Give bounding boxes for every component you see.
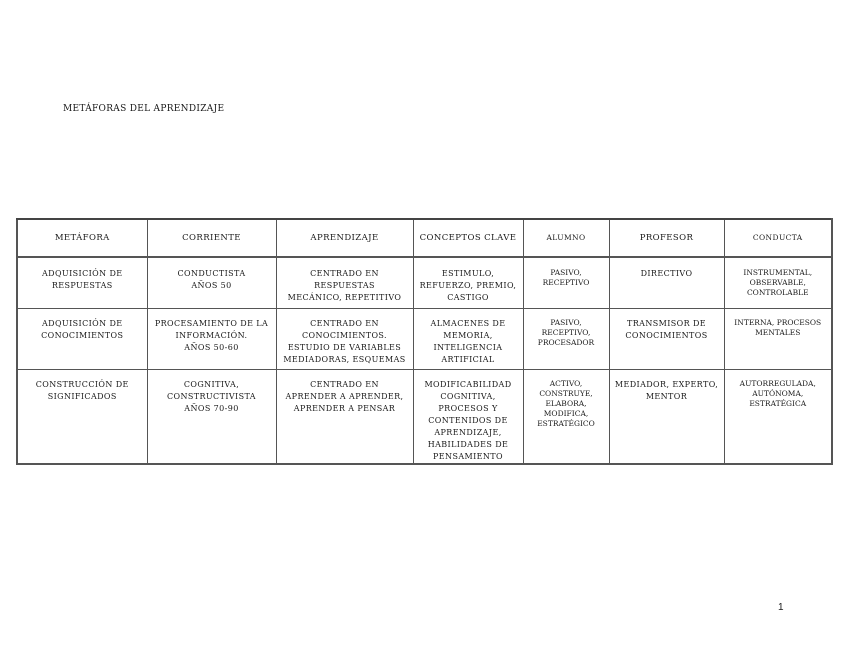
- cell-text-line: CONSTRUCCIÓN DE: [35, 380, 129, 389]
- cell-profesor: [609, 257, 724, 309]
- page-title: METÁFORAS DEL APRENDIZAJE: [63, 104, 225, 114]
- cell-text-line: PENSAMIENTO: [433, 452, 503, 461]
- cell-corriente: [147, 257, 276, 309]
- cell-text-line: CONOCIMIENTOS.: [302, 331, 387, 340]
- cell-text-line: AUTORREGULADA,: [739, 379, 816, 388]
- cell-alumno: [523, 370, 609, 465]
- table-row: [17, 257, 832, 309]
- cell-text-line: MEDIADORAS, ESQUEMAS: [283, 355, 406, 364]
- cell-metafora: [17, 370, 147, 465]
- cell-text-line: INTERNA, PROCESOS: [734, 318, 822, 327]
- cell-text-line: RESPUESTAS: [51, 281, 113, 290]
- cell-text-line: HABILIDADES DE: [427, 440, 509, 449]
- cell-text-line: CENTRADO EN: [310, 269, 379, 278]
- cell-text-line: PROCESAMIENTO DE LA: [154, 319, 269, 328]
- cell-conducta: [724, 309, 832, 370]
- cell-text-line: CONOCIMIENTOS: [41, 331, 124, 340]
- cell-aprendizaje: [276, 257, 413, 309]
- cell-text-line: SIGNIFICADOS: [47, 392, 117, 401]
- cell-text-line: ESTRATÉGICA: [749, 399, 807, 408]
- cell-alumno: [523, 309, 609, 370]
- cell-text-line: APRENDER A PENSAR: [293, 404, 396, 413]
- cell-text-line: CONTROLABLE: [746, 288, 809, 297]
- cell-text-line: COGNITIVA,: [440, 392, 496, 401]
- cell-profesor: [609, 370, 724, 465]
- header-aprendizaje: APRENDIZAJE: [276, 219, 413, 257]
- header-alumno: ALUMNO: [523, 219, 609, 257]
- table-row: [17, 370, 832, 465]
- cell-alumno: [523, 257, 609, 309]
- cell-conducta: [724, 257, 832, 309]
- header-corriente: CORRIENTE: [147, 219, 276, 257]
- cell-text-line: ELABORA,: [545, 399, 587, 408]
- cell-text-line: ADQUISICIÓN DE: [41, 269, 123, 278]
- cell-text-line: CONDUCTISTA: [177, 269, 246, 278]
- cell-text-line: PROCESADOR: [537, 338, 595, 347]
- header-conducta: CONDUCTA: [724, 219, 832, 257]
- cell-conceptos: [413, 370, 523, 465]
- cell-profesor: [609, 309, 724, 370]
- cell-text-line: RECEPTIVO: [542, 278, 590, 287]
- cell-text-line: INFORMACIÓN.: [175, 331, 248, 340]
- cell-text-line: PASIVO,: [550, 268, 582, 277]
- cell-text-line: AUTÓNOMA,: [752, 389, 804, 398]
- cell-aprendizaje: [276, 370, 413, 465]
- cell-conducta: [724, 370, 832, 465]
- cell-text-line: CASTIGO: [447, 293, 489, 302]
- cell-text-line: PASIVO,: [550, 318, 582, 327]
- cell-text-line: MENTALES: [755, 328, 801, 337]
- cell-text-line: AÑOS 50: [191, 281, 232, 290]
- cell-text-line: CONSTRUYE,: [539, 389, 593, 398]
- cell-text-line: PROCESOS Y: [438, 404, 498, 413]
- metaphors-table: [16, 218, 833, 465]
- header-metafora: METÁFORA: [17, 219, 147, 257]
- cell-text-line: AÑOS 70-90: [184, 404, 239, 413]
- cell-aprendizaje: [276, 309, 413, 370]
- cell-text-line: ESTUDIO DE VARIABLES: [287, 343, 402, 352]
- cell-text-line: INSTRUMENTAL,: [743, 268, 813, 277]
- cell-text-line: INTELIGENCIA: [433, 343, 503, 352]
- cell-text-line: RECEPTIVO,: [541, 328, 591, 337]
- cell-text-line: MECÁNICO, REPETITIVO: [287, 293, 402, 302]
- cell-text-line: COGNITIVA,: [183, 380, 240, 389]
- cell-text-line: ARTIFICIAL: [441, 355, 495, 364]
- header-conceptos-clave: CONCEPTOS CLAVE: [413, 219, 523, 257]
- header-profesor: PROFESOR: [609, 219, 724, 257]
- cell-text-line: MODIFICABILIDAD: [424, 380, 512, 389]
- page-number: 1: [778, 602, 784, 613]
- table-header-row: [17, 219, 832, 257]
- cell-text-line: OBSERVABLE,: [749, 278, 806, 287]
- cell-text-line: ACTIVO,: [549, 379, 583, 388]
- cell-text-line: DIRECTIVO: [640, 269, 693, 278]
- cell-text-line: AÑOS 50-60: [184, 343, 239, 352]
- cell-text-line: CENTRADO EN: [310, 319, 379, 328]
- cell-conceptos: [413, 309, 523, 370]
- cell-text-line: ESTRATÉGICO: [537, 419, 595, 428]
- cell-text-line: APRENDER A APRENDER,: [285, 392, 404, 401]
- cell-text-line: MODIFICA,: [543, 409, 589, 418]
- cell-text-line: ALMACENES DE: [430, 319, 506, 328]
- cell-text-line: CONOCIMIENTOS: [625, 331, 708, 340]
- cell-text-line: REFUERZO, PREMIO,: [419, 281, 517, 290]
- cell-text-line: ESTIMULO,: [441, 269, 495, 278]
- cell-text-line: CONTENIDOS DE: [428, 416, 508, 425]
- cell-text-line: MEDIADOR, EXPERTO,: [614, 380, 719, 389]
- cell-conceptos: [413, 257, 523, 309]
- cell-metafora: [17, 257, 147, 309]
- cell-corriente: [147, 370, 276, 465]
- cell-text-line: MENTOR: [645, 392, 688, 401]
- table-row: [17, 309, 832, 370]
- cell-metafora: [17, 309, 147, 370]
- cell-corriente: [147, 309, 276, 370]
- cell-text-line: MEMORIA,: [443, 331, 493, 340]
- cell-text-line: ADQUISICIÓN DE: [41, 319, 123, 328]
- cell-text-line: CONSTRUCTIVISTA: [167, 392, 256, 401]
- cell-text-line: CENTRADO EN: [310, 380, 379, 389]
- cell-text-line: APRENDIZAJE,: [434, 428, 502, 437]
- cell-text-line: RESPUESTAS: [314, 281, 375, 290]
- cell-text-line: TRANSMISOR DE: [626, 319, 707, 328]
